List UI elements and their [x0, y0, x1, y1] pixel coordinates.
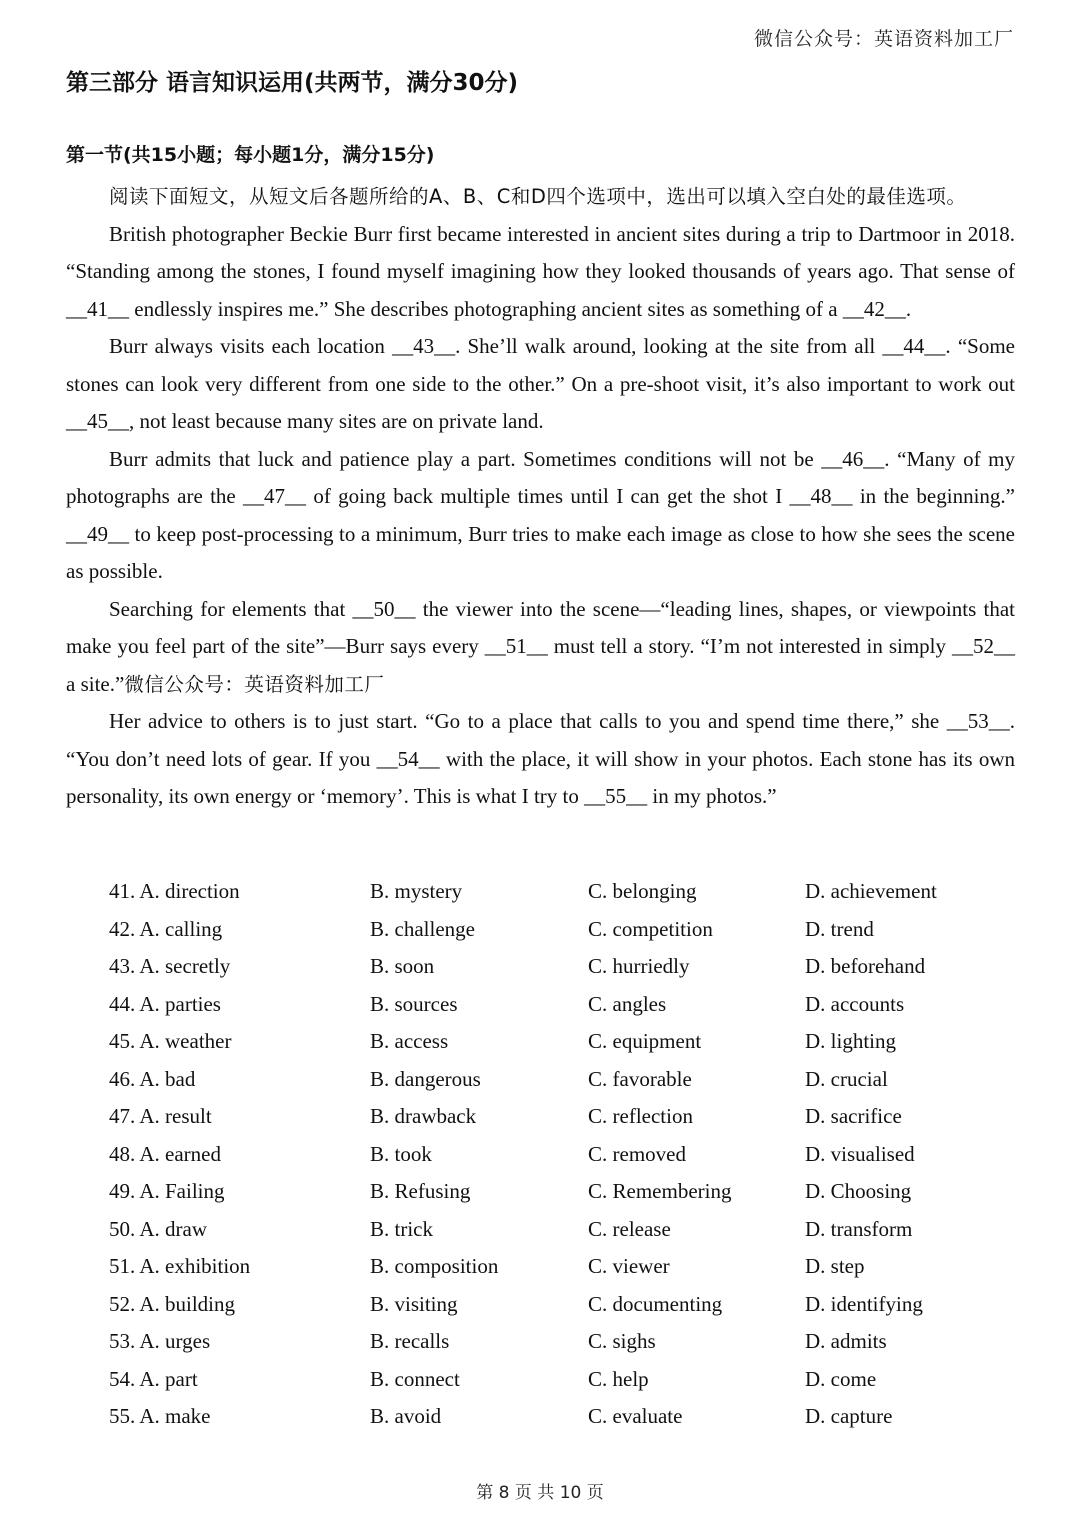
option-a[interactable]: 48. A. earned	[109, 1141, 221, 1166]
option-a[interactable]: 53. A. urges	[109, 1329, 211, 1353]
passage-paragraph-5: Her advice to others is to just start. “Go to a place that calls to you and spend time there,” she __53__. “You don’t need lots of gear. If you __54__ with the place, it will show in your photos. Each stone has its own personality, its own energy or ‘memory’. This is what I try to __55__ in my photos.”	[66, 709, 1015, 808]
option-c[interactable]: C. belonging	[588, 879, 697, 903]
option-c[interactable]: C. sighs	[588, 1329, 656, 1353]
option-b[interactable]: B. composition	[370, 1254, 499, 1278]
question-row-52	[109, 1286, 1015, 1324]
option-d[interactable]: D. crucial	[805, 1066, 888, 1091]
option-a[interactable]: 50. A. draw	[109, 1216, 207, 1241]
option-a[interactable]: 54. A. part	[109, 1366, 198, 1391]
option-d[interactable]: D. accounts	[805, 991, 905, 1016]
option-b[interactable]: B. sources	[370, 991, 458, 1016]
section-title: 第一节(共15小题；每小题1分，满分15分)	[66, 144, 435, 166]
option-d[interactable]: D. identifying	[805, 1291, 923, 1316]
option-c[interactable]: C. competition	[588, 916, 713, 941]
option-c[interactable]: C. help	[588, 1366, 649, 1391]
question-row-55	[109, 1398, 1015, 1436]
question-row-53	[109, 1323, 1015, 1361]
passage-paragraph-1: British photographer Beckie Burr first became interested in ancient sites during a trip to Dartmoor in 2018. “Standing among the stones, I found myself imagining how they looked thousands of years ago. That sense of __41__ endlessly inspires me.” She describes photographing ancient sites as something of a __42__.	[66, 221, 1015, 321]
option-a[interactable]: 44. A. parties	[109, 991, 221, 1016]
question-row-49	[109, 1173, 1015, 1211]
option-a[interactable]: 46. A. bad	[109, 1066, 196, 1091]
passage-paragraph-3: Burr admits that luck and patience play a part. Sometimes conditions will not be __46__. “Many of my photographs are the __47__ of going back multiple times until I can get the shot I __48__ in the beginning.” __49__ to keep post-processing to a minimum, Burr tries to make each image as close to how she sees the scene as possible.	[66, 446, 1015, 583]
option-a[interactable]: 52. A. building	[109, 1291, 236, 1316]
option-a[interactable]: 47. A. result	[109, 1104, 212, 1128]
option-b[interactable]: B. drawback	[370, 1104, 477, 1128]
part-title: 第三部分 语言知识运用(共两节，满分30分)	[66, 70, 519, 96]
option-a[interactable]: 41. A. direction	[109, 879, 240, 903]
instructions: 阅读下面短文，从短文后各题所给的A、B、C和D四个选项中，选出可以填入空白处的最佳选项。	[109, 185, 967, 208]
option-b[interactable]: B. connect	[370, 1366, 460, 1391]
option-a[interactable]: 49. A. Failing	[109, 1179, 225, 1203]
question-row-41	[109, 873, 1015, 911]
option-c[interactable]: C. documenting	[588, 1291, 723, 1316]
page-number: 第 8 页 共 10 页	[476, 1483, 604, 1503]
passage	[66, 178, 1015, 816]
option-b[interactable]: B. visiting	[370, 1291, 458, 1316]
option-d[interactable]: D. transform	[805, 1216, 913, 1241]
option-c[interactable]: C. release	[588, 1216, 671, 1241]
option-b[interactable]: B. access	[370, 1029, 449, 1053]
question-row-45	[109, 1023, 1015, 1061]
option-b[interactable]: B. mystery	[370, 879, 463, 903]
option-d[interactable]: D. Choosing	[805, 1179, 912, 1203]
option-d[interactable]: D. visualised	[805, 1141, 915, 1166]
passage-paragraph-2: Burr always visits each location __43__. She’ll walk around, looking at the site from all __44__. “Some stones can look very different from one side to the other.” On a pre-shoot visit, it’s also important to work out __45__, not least because many sites are on private land.	[66, 334, 1015, 433]
option-b[interactable]: B. soon	[370, 954, 435, 978]
option-d[interactable]: D. come	[805, 1366, 877, 1391]
option-d[interactable]: D. sacrifice	[805, 1104, 902, 1128]
option-b[interactable]: B. recalls	[370, 1329, 450, 1353]
question-row-48	[109, 1136, 1015, 1174]
passage-paragraph-4-text: Searching for elements that __50__ the viewer into the scene—“leading lines, shapes, or viewpoints that make you feel part of the site”—Burr says every __51__ must tell a story. “I’m not interested in simply __52__ a site.”	[66, 596, 1015, 696]
option-d[interactable]: D. beforehand	[805, 954, 926, 978]
option-a[interactable]: 55. A. make	[109, 1404, 211, 1428]
option-c[interactable]: C. removed	[588, 1141, 686, 1166]
passage-paragraph-4	[66, 591, 1015, 704]
option-d[interactable]: D. achievement	[805, 879, 937, 903]
option-d[interactable]: D. capture	[805, 1404, 893, 1428]
option-b[interactable]: B. Refusing	[370, 1179, 471, 1203]
option-c[interactable]: C. evaluate	[588, 1404, 683, 1428]
inline-watermark: 微信公众号：英语资料加工厂	[124, 672, 385, 696]
answer-options	[109, 873, 1015, 1436]
option-c[interactable]: C. reflection	[588, 1104, 693, 1128]
option-d[interactable]: D. admits	[805, 1329, 887, 1353]
question-row-43	[109, 948, 1015, 986]
option-a[interactable]: 42. A. calling	[109, 916, 223, 941]
question-row-44	[109, 986, 1015, 1024]
option-c[interactable]: C. favorable	[588, 1066, 692, 1091]
option-b[interactable]: B. avoid	[370, 1404, 442, 1428]
option-c[interactable]: C. equipment	[588, 1029, 702, 1053]
question-row-47	[109, 1098, 1015, 1136]
question-row-46	[109, 1061, 1015, 1099]
option-a[interactable]: 45. A. weather	[109, 1029, 232, 1053]
option-b[interactable]: B. challenge	[370, 916, 475, 941]
option-d[interactable]: D. trend	[805, 916, 874, 941]
option-b[interactable]: B. took	[370, 1141, 432, 1166]
option-c[interactable]: C. viewer	[588, 1254, 670, 1278]
option-a[interactable]: 51. A. exhibition	[109, 1254, 251, 1278]
option-d[interactable]: D. step	[805, 1254, 865, 1278]
option-c[interactable]: C. hurriedly	[588, 954, 690, 978]
option-a[interactable]: 43. A. secretly	[109, 954, 231, 978]
question-row-51	[109, 1248, 1015, 1286]
option-d[interactable]: D. lighting	[805, 1029, 897, 1053]
question-row-54	[109, 1361, 1015, 1399]
header-watermark: 微信公众号：英语资料加工厂	[753, 28, 1014, 50]
option-c[interactable]: C. Remembering	[588, 1179, 732, 1203]
option-b[interactable]: B. trick	[370, 1216, 433, 1241]
question-row-50	[109, 1211, 1015, 1249]
option-b[interactable]: B. dangerous	[370, 1066, 481, 1091]
option-c[interactable]: C. angles	[588, 991, 667, 1016]
question-row-42	[109, 911, 1015, 949]
